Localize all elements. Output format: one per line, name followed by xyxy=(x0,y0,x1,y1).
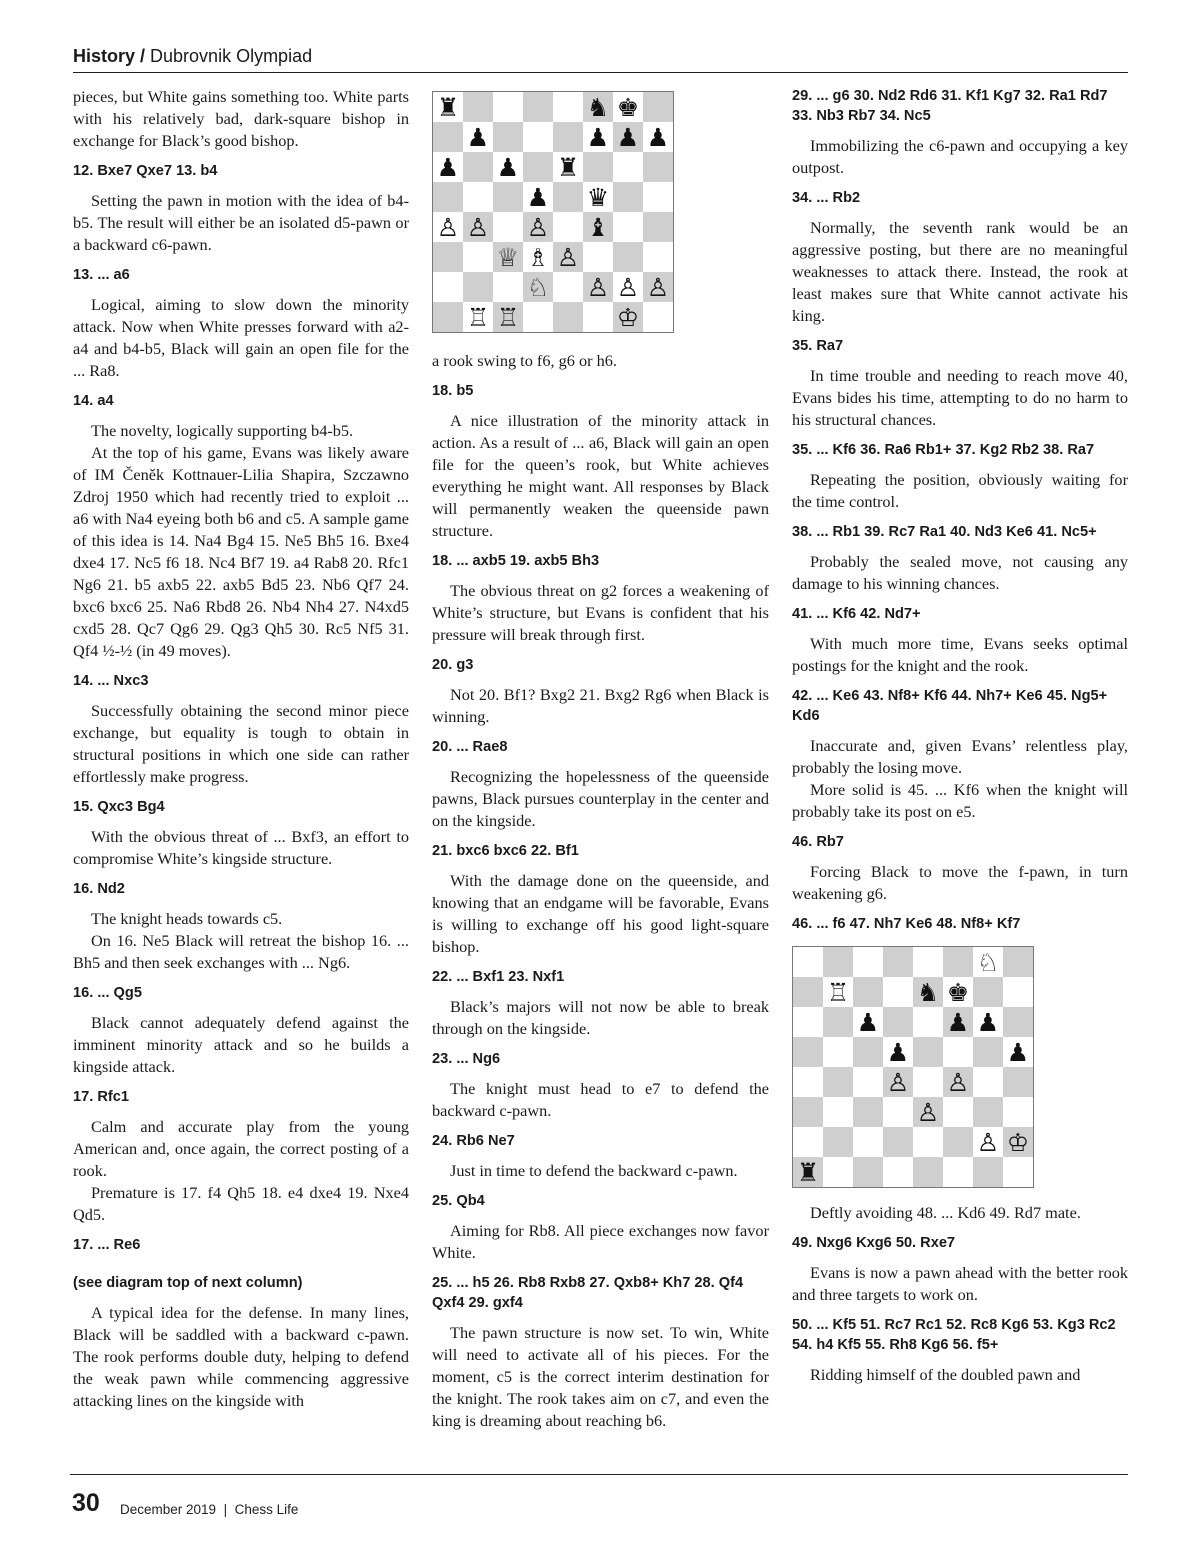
square-a1 xyxy=(433,302,463,332)
move-heading: 29. ... g6 30. Nd2 Rd6 31. Kf1 Kg7 32. Ra1 Rd7 33. Nb3 Rb7 34. Nc5 xyxy=(792,88,1108,124)
square-d2 xyxy=(883,1127,913,1157)
square-b4 xyxy=(463,212,493,242)
chess-piece-icon: ♜ xyxy=(796,1157,820,1187)
move-heading: (see diagram top of next column) xyxy=(73,1275,303,1291)
move-heading: 14. ... Nxc3 xyxy=(73,673,149,689)
square-a6 xyxy=(793,1007,823,1037)
chess-piece-icon: ♙ xyxy=(946,1067,970,1097)
square-g7 xyxy=(613,122,643,152)
chess-piece-icon: ♚ xyxy=(616,92,640,122)
square-b3 xyxy=(823,1097,853,1127)
paragraph: More solid is 45. ... Kf6 when the knight will probably take its post on e5. xyxy=(792,780,1128,821)
chess-piece-icon: ♟ xyxy=(616,122,640,152)
paragraph: With much more time, Evans seeks optimal postings for the knight and the rook. xyxy=(792,634,1128,675)
square-g3 xyxy=(973,1097,1003,1127)
move-heading: 23. ... Ng6 xyxy=(432,1051,501,1067)
paragraph: Not 20. Bf1? Bxg2 21. Bxg2 Rg6 when Black is winning. xyxy=(432,685,769,726)
square-g2 xyxy=(973,1127,1003,1157)
square-e4 xyxy=(913,1067,943,1097)
square-c6 xyxy=(493,152,523,182)
square-c5 xyxy=(853,1037,883,1067)
section-subtitle: Dubrovnik Olympiad xyxy=(150,46,313,66)
square-h3 xyxy=(643,242,673,272)
paragraph: A typical idea for the defense. In many lines, Black will be saddled with a backward c-pawn. The rook performs double duty, helping to defend the weak pawn while commencing aggressive attacking lines on the kingside with xyxy=(73,1303,409,1410)
move-heading: 17. ... Re6 xyxy=(73,1237,141,1253)
chess-piece-icon: ♞ xyxy=(586,92,610,122)
square-g4 xyxy=(973,1067,1003,1097)
chess-piece-icon: ♙ xyxy=(886,1067,910,1097)
square-c7 xyxy=(493,122,523,152)
chess-piece-icon: ♝ xyxy=(586,212,610,242)
move-heading: 16. Nd2 xyxy=(73,881,125,897)
square-h8 xyxy=(1003,947,1033,977)
move-heading: 50. ... Kf5 51. Rc7 Rc1 52. Rc8 Kg6 53. Kg3 Rc2 54. h4 Kf5 55. Rh8 Kg6 56. f5+ xyxy=(792,1317,1116,1353)
square-f6 xyxy=(943,1007,973,1037)
paragraph: The novelty, logically supporting b4-b5. xyxy=(91,421,354,440)
square-f5 xyxy=(943,1037,973,1067)
square-d1 xyxy=(523,302,553,332)
chess-piece-icon: ♟ xyxy=(1006,1037,1030,1067)
square-d8 xyxy=(883,947,913,977)
paragraph: Calm and accurate play from the young American and, once again, the correct posting of a rook. xyxy=(73,1117,409,1180)
square-e7 xyxy=(553,122,583,152)
chess-piece-icon: ♔ xyxy=(1006,1127,1030,1157)
chess-piece-icon: ♗ xyxy=(526,242,550,272)
paragraph: Repeating the position, obviously waiting for the time control. xyxy=(792,470,1128,511)
square-b3 xyxy=(463,242,493,272)
square-f7 xyxy=(583,122,613,152)
paragraph: pieces, but White gains something too. White parts with his relatively bad, dark-square bishop in exchange for Black’s good bishop. xyxy=(73,87,409,150)
square-b4 xyxy=(823,1067,853,1097)
square-c3 xyxy=(853,1097,883,1127)
square-b2 xyxy=(463,272,493,302)
square-a1 xyxy=(793,1157,823,1187)
paragraph: Aiming for Rb8. All piece exchanges now favor White. xyxy=(432,1221,769,1262)
move-heading: 18. ... axb5 19. axb5 Bh3 xyxy=(432,553,600,569)
column-2 xyxy=(432,86,769,1432)
paragraph: Black cannot adequately defend against the imminent minority attack and so he builds a kingside attack. xyxy=(73,1013,409,1076)
chess-piece-icon: ♞ xyxy=(916,977,940,1007)
square-a4 xyxy=(433,212,463,242)
square-f6 xyxy=(583,152,613,182)
paragraph: Just in time to defend the backward c-pawn. xyxy=(450,1161,738,1180)
square-a7 xyxy=(793,977,823,1007)
paragraph: Black’s majors will not now be able to break through on the kingside. xyxy=(432,997,769,1038)
move-heading: 12. Bxe7 Qxe7 13. b4 xyxy=(73,163,218,179)
chess-piece-icon: ♘ xyxy=(526,272,550,302)
paragraph: With the damage done on the queenside, and knowing that an endgame will be favorable, Evans is willing to exchange off his good light-square bishop. xyxy=(432,871,769,956)
page-number: 30 xyxy=(72,1489,100,1517)
square-h5 xyxy=(643,182,673,212)
square-e3 xyxy=(553,242,583,272)
square-b6 xyxy=(823,1007,853,1037)
page-footer xyxy=(70,1474,1128,1523)
square-f3 xyxy=(583,242,613,272)
paragraph: Normally, the seventh rank would be an aggressive posting, but there are no meaningful weaknesses to attack there. Instead, the rook at least makes sure that White cannot activate his king. xyxy=(792,218,1128,325)
square-d6 xyxy=(883,1007,913,1037)
square-e1 xyxy=(913,1157,943,1187)
square-c6 xyxy=(853,1007,883,1037)
square-h7 xyxy=(643,122,673,152)
square-b1 xyxy=(823,1157,853,1187)
square-c2 xyxy=(493,272,523,302)
square-g8 xyxy=(973,947,1003,977)
paragraph: On 16. Ne5 Black will retreat the bishop 16. ... Bh5 and then seek exchanges with ... Ng6. xyxy=(73,931,409,972)
chess-piece-icon: ♕ xyxy=(496,242,520,272)
chess-piece-icon: ♟ xyxy=(976,1007,1000,1037)
square-f4 xyxy=(943,1067,973,1097)
square-f2 xyxy=(943,1127,973,1157)
square-g6 xyxy=(613,152,643,182)
move-heading: 20. g3 xyxy=(432,657,474,673)
paragraph: The knight heads towards c5. xyxy=(91,909,283,928)
move-heading: 38. ... Rb1 39. Rc7 Ra1 40. Nd3 Ke6 41. Nc5+ xyxy=(792,524,1097,540)
paragraph: Logical, aiming to slow down the minority attack. Now when White presses forward with a2-a4 and b4-b5, Black will gain an open file for the ... Ra8. xyxy=(73,295,409,380)
square-f1 xyxy=(943,1157,973,1187)
square-b1 xyxy=(463,302,493,332)
square-f3 xyxy=(943,1097,973,1127)
chess-diagram-1 xyxy=(432,91,674,333)
square-c1 xyxy=(493,302,523,332)
move-heading: 41. ... Kf6 42. Nd7+ xyxy=(792,606,921,622)
square-e5 xyxy=(553,182,583,212)
chess-piece-icon: ♙ xyxy=(616,272,640,302)
issue-date: December 2019 xyxy=(120,1502,217,1517)
square-c5 xyxy=(493,182,523,212)
square-e2 xyxy=(913,1127,943,1157)
move-heading: 46. ... f6 47. Nh7 Ke6 48. Nf8+ Kf7 xyxy=(792,916,1021,932)
square-f2 xyxy=(583,272,613,302)
move-heading: 20. ... Rae8 xyxy=(432,739,508,755)
square-g5 xyxy=(613,182,643,212)
square-h6 xyxy=(643,152,673,182)
move-heading: 21. bxc6 bxc6 22. Bf1 xyxy=(432,843,579,859)
square-h1 xyxy=(643,302,673,332)
square-d2 xyxy=(523,272,553,302)
square-h7 xyxy=(1003,977,1033,1007)
square-e6 xyxy=(553,152,583,182)
square-a8 xyxy=(793,947,823,977)
chess-piece-icon: ♟ xyxy=(886,1037,910,1067)
square-b8 xyxy=(823,947,853,977)
square-e8 xyxy=(553,92,583,122)
square-e3 xyxy=(913,1097,943,1127)
move-heading: 25. Qb4 xyxy=(432,1193,485,1209)
square-h4 xyxy=(643,212,673,242)
footer-info xyxy=(120,1502,298,1517)
square-g4 xyxy=(613,212,643,242)
chess-piece-icon: ♙ xyxy=(646,272,670,302)
paragraph: The pawn structure is now set. To win, White will need to activate all of his pieces. For the moment, c5 is the correct interim destination for the knight. The rook takes aim on c7, and even the king is dreaming about reaching b6. xyxy=(432,1323,769,1430)
column-1 xyxy=(73,86,409,1412)
square-b7 xyxy=(463,122,493,152)
move-heading: 25. ... h5 26. Rb8 Rxb8 27. Qxb8+ Kh7 28. Qf4 Qxf4 29. gxf4 xyxy=(432,1275,744,1311)
square-e2 xyxy=(553,272,583,302)
square-d3 xyxy=(523,242,553,272)
square-g3 xyxy=(613,242,643,272)
square-b5 xyxy=(823,1037,853,1067)
square-b2 xyxy=(823,1127,853,1157)
square-c1 xyxy=(853,1157,883,1187)
square-f5 xyxy=(583,182,613,212)
chess-piece-icon: ♛ xyxy=(586,182,610,212)
square-c2 xyxy=(853,1127,883,1157)
square-a3 xyxy=(793,1097,823,1127)
move-heading: 35. Ra7 xyxy=(792,338,844,354)
square-g6 xyxy=(973,1007,1003,1037)
chess-piece-icon: ♟ xyxy=(496,152,520,182)
square-h5 xyxy=(1003,1037,1033,1067)
square-a8 xyxy=(433,92,463,122)
square-d7 xyxy=(883,977,913,1007)
paragraph: Ridding himself of the doubled pawn and xyxy=(810,1365,1081,1384)
chess-piece-icon: ♙ xyxy=(436,212,460,242)
square-g1 xyxy=(973,1157,1003,1187)
square-c4 xyxy=(853,1067,883,1097)
chess-piece-icon: ♙ xyxy=(466,212,490,242)
square-e1 xyxy=(553,302,583,332)
square-a3 xyxy=(433,242,463,272)
square-e4 xyxy=(553,212,583,242)
chess-piece-icon: ♘ xyxy=(976,947,1000,977)
chess-piece-icon: ♙ xyxy=(976,1127,1000,1157)
square-h4 xyxy=(1003,1067,1033,1097)
square-c4 xyxy=(493,212,523,242)
square-f4 xyxy=(583,212,613,242)
square-a5 xyxy=(793,1037,823,1067)
move-heading: 17. Rfc1 xyxy=(73,1089,129,1105)
paragraph: Inaccurate and, given Evans’ relentless play, probably the losing move. xyxy=(792,736,1128,777)
square-c3 xyxy=(493,242,523,272)
chess-piece-icon: ♟ xyxy=(946,1007,970,1037)
paragraph: A nice illustration of the minority attack in action. As a result of ... a6, Black will gain an open file for the queen’s rook, but White achieves everything he might want. All responses by Black will permanently weaken the queenside pawn structure. xyxy=(432,411,769,540)
square-e7 xyxy=(913,977,943,1007)
square-d7 xyxy=(523,122,553,152)
chess-piece-icon: ♙ xyxy=(586,272,610,302)
square-f8 xyxy=(943,947,973,977)
square-d6 xyxy=(523,152,553,182)
chess-piece-icon: ♖ xyxy=(496,302,520,332)
square-e5 xyxy=(913,1037,943,1067)
move-heading: 18. b5 xyxy=(432,383,474,399)
magazine-name: Chess Life xyxy=(234,1502,299,1517)
square-d3 xyxy=(883,1097,913,1127)
square-d4 xyxy=(883,1067,913,1097)
paragraph: Immobilizing the c6-pawn and occupying a key outpost. xyxy=(792,136,1128,177)
column-2-text xyxy=(432,350,769,1432)
chess-piece-icon: ♟ xyxy=(646,122,670,152)
square-h8 xyxy=(643,92,673,122)
paragraph: The obvious threat on g2 forces a weakening of White’s structure, but Evans is confident that his pressure will break through first. xyxy=(432,581,769,644)
square-g2 xyxy=(613,272,643,302)
move-heading: 22. ... Bxf1 23. Nxf1 xyxy=(432,969,565,985)
square-d8 xyxy=(523,92,553,122)
square-h1 xyxy=(1003,1157,1033,1187)
square-a5 xyxy=(433,182,463,212)
paragraph: Probably the sealed move, not causing any damage to his winning chances. xyxy=(792,552,1128,593)
square-h3 xyxy=(1003,1097,1033,1127)
square-c8 xyxy=(493,92,523,122)
square-c8 xyxy=(853,947,883,977)
chess-piece-icon: ♟ xyxy=(436,152,460,182)
square-f7 xyxy=(943,977,973,1007)
square-a2 xyxy=(433,272,463,302)
square-a4 xyxy=(793,1067,823,1097)
square-a2 xyxy=(793,1127,823,1157)
paragraph: Premature is 17. f4 Qh5 18. e4 dxe4 19. Nxe4 Qd5. xyxy=(73,1183,409,1224)
move-heading: 42. ... Ke6 43. Nf8+ Kf6 44. Nh7+ Ke6 45. Ng5+ Kd6 xyxy=(792,688,1108,724)
chess-piece-icon: ♙ xyxy=(916,1097,940,1127)
square-f8 xyxy=(583,92,613,122)
section-title: History xyxy=(73,46,136,66)
paragraph: Forcing Black to move the f-pawn, in turn weakening g6. xyxy=(792,862,1128,903)
square-d4 xyxy=(523,212,553,242)
square-d1 xyxy=(883,1157,913,1187)
move-heading: 34. ... Rb2 xyxy=(792,190,861,206)
chess-piece-icon: ♖ xyxy=(826,977,850,1007)
square-h2 xyxy=(643,272,673,302)
square-h6 xyxy=(1003,1007,1033,1037)
paragraph: The knight must head to e7 to defend the backward c-pawn. xyxy=(432,1079,769,1120)
move-heading: 13. ... a6 xyxy=(73,267,130,283)
column-3-text-bottom xyxy=(792,1202,1128,1386)
square-g5 xyxy=(973,1037,1003,1067)
column-3 xyxy=(792,86,1128,1386)
square-e8 xyxy=(913,947,943,977)
paragraph: In time trouble and needing to reach move 40, Evans bides his time, attempting to do no harm to his structural chances. xyxy=(792,366,1128,429)
square-f1 xyxy=(583,302,613,332)
section-separator: / xyxy=(135,46,151,66)
paragraph: Setting the pawn in motion with the idea of b4-b5. The result will either be an isolated d5-pawn or a backward c6-pawn. xyxy=(73,191,409,254)
chess-piece-icon: ♖ xyxy=(466,302,490,332)
paragraph: At the top of his game, Evans was likely aware of IM Čeněk Kottnauer-Lilia Shapira, Szczawno Zdroj 1950 which had recently tried to exploit ... a6 with Na4 eyeing both b6 and c5. A sample game of this idea is 14. Na4 Bg4 15. Ne5 Bh5 16. Bxe4 dxe4 17. Nc5 f6 18. Nc4 Bf7 19. a4 Rab8 20. Rfc1 Ng6 21. b5 axb5 22. axb5 Bd5 23. Nb6 Qf7 24. bxc6 bxc6 25. Na6 Rbd8 26. Nb4 Nh4 27. N4xd5 cxd5 28. Qc7 Qg6 29. Qg3 Qh5 30. Rc5 Nf5 31. Qf4 ½-½ (in 49 moves). xyxy=(73,443,409,660)
square-b7 xyxy=(823,977,853,1007)
chess-piece-icon: ♟ xyxy=(856,1007,880,1037)
square-b6 xyxy=(463,152,493,182)
square-g8 xyxy=(613,92,643,122)
chess-piece-icon: ♚ xyxy=(946,977,970,1007)
chess-piece-icon: ♙ xyxy=(556,242,580,272)
chess-piece-icon: ♟ xyxy=(586,122,610,152)
chess-piece-icon: ♟ xyxy=(526,182,550,212)
paragraph: Deftly avoiding 48. ... Kd6 49. Rd7 mate. xyxy=(810,1203,1081,1222)
footer-divider: | xyxy=(223,1502,228,1517)
square-h2 xyxy=(1003,1127,1033,1157)
paragraph: Recognizing the hopelessness of the queenside pawns, Black pursues counterplay in the center and on the kingside. xyxy=(432,767,769,830)
square-g1 xyxy=(613,302,643,332)
square-a6 xyxy=(433,152,463,182)
move-heading: 14. a4 xyxy=(73,393,114,409)
paragraph: Successfully obtaining the second minor piece exchange, but equality is tough to obtain in structural positions in which one side can rather effortlessly make progress. xyxy=(73,701,409,786)
square-d5 xyxy=(883,1037,913,1067)
column-3-text-top xyxy=(792,86,1128,934)
square-c7 xyxy=(853,977,883,1007)
chess-piece-icon: ♟ xyxy=(466,122,490,152)
paragraph: With the obvious threat of ... Bxf3, an effort to compromise White’s kingside structure. xyxy=(73,827,409,868)
chess-piece-icon: ♜ xyxy=(436,92,460,122)
move-heading: 16. ... Qg5 xyxy=(73,985,142,1001)
move-heading: 46. Rb7 xyxy=(792,834,844,850)
move-heading: 24. Rb6 Ne7 xyxy=(432,1133,515,1149)
move-heading: 15. Qxc3 Bg4 xyxy=(73,799,165,815)
chess-diagram-2 xyxy=(792,946,1034,1188)
chess-piece-icon: ♔ xyxy=(616,302,640,332)
square-e6 xyxy=(913,1007,943,1037)
square-b5 xyxy=(463,182,493,212)
move-heading: 49. Nxg6 Kxg6 50. Rxe7 xyxy=(792,1235,956,1251)
running-header xyxy=(73,46,1128,73)
chess-piece-icon: ♜ xyxy=(556,152,580,182)
square-d5 xyxy=(523,182,553,212)
paragraph: Evans is now a pawn ahead with the better rook and three targets to work on. xyxy=(792,1263,1128,1304)
square-a7 xyxy=(433,122,463,152)
move-heading: 35. ... Kf6 36. Ra6 Rb1+ 37. Kg2 Rb2 38. Ra7 xyxy=(792,442,1095,458)
chess-piece-icon: ♙ xyxy=(526,212,550,242)
square-b8 xyxy=(463,92,493,122)
square-g7 xyxy=(973,977,1003,1007)
paragraph: a rook swing to f6, g6 or h6. xyxy=(432,351,617,370)
